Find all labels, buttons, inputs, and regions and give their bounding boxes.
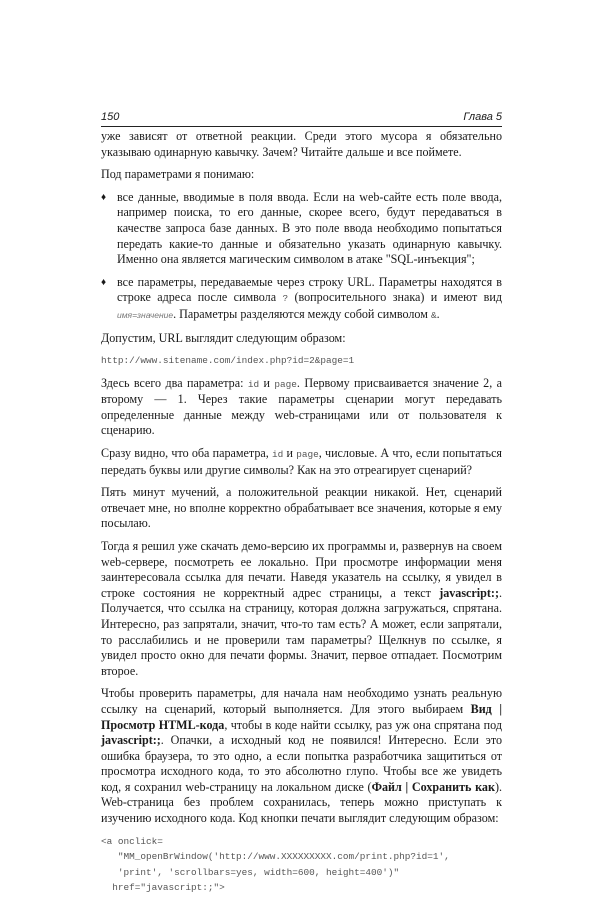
text-run: Чтобы проверить параметры, для начала нам необходимо узнать реальную ссылку на сценарий, который выполняется. Для этого выбираем bbox=[101, 686, 502, 716]
text-run: Допустим, URL выглядит следующим образом: bbox=[101, 330, 346, 345]
paragraph bbox=[101, 129, 502, 160]
text-run: (вопросительного знака) и имеют вид bbox=[288, 290, 502, 305]
text-run: и bbox=[283, 446, 297, 460]
text-run: . Получается, что ссылка на страницу, которая должна загружаться, спрятана. Интересно, раз запрятали, значит, что-то там есть? А может, если запрятали, то расслабились и не проверили там параметры? Щелкнув по ссылке, я увидел просто окно для печати формы. Значит, первое отпадает. Посмотрим второе. bbox=[101, 585, 502, 678]
paragraph bbox=[101, 539, 502, 679]
text-run: и bbox=[259, 375, 275, 390]
page-body bbox=[101, 129, 502, 903]
text-run: Сразу видно, что оба параметра, bbox=[101, 446, 273, 460]
text-run: . Первому присваивается значение 2, а второму — 1. Через такие параметры сценарии могут передавать определенные данные между web-страницами или от пользователя к сценарию. bbox=[101, 375, 502, 438]
paragraph bbox=[101, 167, 502, 183]
list-item bbox=[101, 190, 502, 268]
text-run: ). Web-страница без проблем сохранилась, теперь можно приступать к изучению исходного кода. Код кнопки печати выглядит следующим образом: bbox=[101, 779, 502, 826]
running-header bbox=[101, 110, 502, 127]
text-run: . Параметры разделяются между собой символом bbox=[173, 306, 431, 321]
paragraph bbox=[101, 331, 502, 347]
text-run: , числовые. А что, если попытаться передать буквы или другие символы? Как на это отреагирует сценарий? bbox=[101, 446, 502, 477]
bullet-diamond-icon: ♦ bbox=[101, 191, 107, 203]
code-block: http://www.sitename.com/index.php?id=2&page=1 bbox=[101, 355, 355, 367]
text-run: Здесь всего два параметра: bbox=[101, 375, 248, 390]
bold-text: javascript:; bbox=[439, 585, 499, 600]
paragraph bbox=[101, 376, 502, 439]
bold-text: javascript:; bbox=[101, 733, 161, 748]
text-run: Пять минут мучений, а положительной реакции никакой. Нет, сценарий отвечает мне, но вполне корректно обрабатывает все значения, которые я ему посылаю. bbox=[101, 485, 502, 531]
inline-code: page bbox=[274, 378, 297, 390]
text-run: Тогда я решил уже скачать демо-версию их программы и, развернув на своем web-сервере, посмотреть ее локально. При просмотре информации меня заинтересовала ссылка для печати. Наведя указатель на ссылку, я увидел в строке состояния не корректный адрес страницы, а текст bbox=[101, 538, 502, 600]
italic-text: имя=значение bbox=[117, 309, 174, 320]
text-run: все данные, вводимые в поля ввода. Если на web-сайте есть поле ввода, например поиска, то его данные, скорее всего, будут передаваться в качестве запроса базе данных. В это поле ввода необходимо попытаться передать какие-то данные и обязательно указать одинарную кавычку. Именно она является магическим символом в атаке "SQL-инъекция"; bbox=[117, 189, 502, 267]
text-run: все параметры, передаваемые через строку URL. Параметры находятся в строке адреса после символа bbox=[117, 274, 502, 305]
bold-text: Вид | Просмотр HTML-кода bbox=[101, 701, 502, 732]
bold-text: Файл | Сохранить как bbox=[371, 779, 495, 794]
paragraph bbox=[101, 485, 502, 532]
chapter-title: Глава 5 bbox=[463, 111, 502, 123]
text-run: Под параметрами я понимаю: bbox=[101, 167, 255, 182]
paragraph bbox=[101, 446, 502, 478]
inline-code: page bbox=[296, 449, 319, 460]
text-run: . bbox=[436, 306, 440, 321]
code-block: <a onclick= "MM_openBrWindow('http://www.XXXXXXXXX.com/print.php?id=1', 'print', 'scrollbars=yes, width=600, height=400')" href="javascript:;"> bbox=[101, 835, 450, 894]
inline-code: ? bbox=[282, 293, 289, 305]
paragraph bbox=[101, 686, 502, 826]
bullet-diamond-icon: ♦ bbox=[101, 276, 107, 288]
page-number: 150 bbox=[101, 111, 120, 123]
text-run: уже зависят от ответной реакции. Среди этого мусора я обязательно указываю одинарную кавычку. Зачем? Читайте дальше и все поймете. bbox=[101, 129, 502, 159]
text-run: , чтобы в коде найти ссылку, раз уж она спрятана под bbox=[224, 717, 502, 732]
inline-code: & bbox=[430, 309, 437, 321]
list-item bbox=[101, 275, 502, 324]
text-run: . Опачки, а исходный код не появился! Интересно. Если это ошибка браузера, то это одно, а если попытка разработчика защититься от просмотра исходного кода, то это абсолютно глупо. Чтобы все же увидеть код, я сохранил web-страницу на локальном диске ( bbox=[101, 733, 502, 794]
inline-code: id bbox=[272, 449, 284, 460]
inline-code: id bbox=[247, 378, 260, 390]
